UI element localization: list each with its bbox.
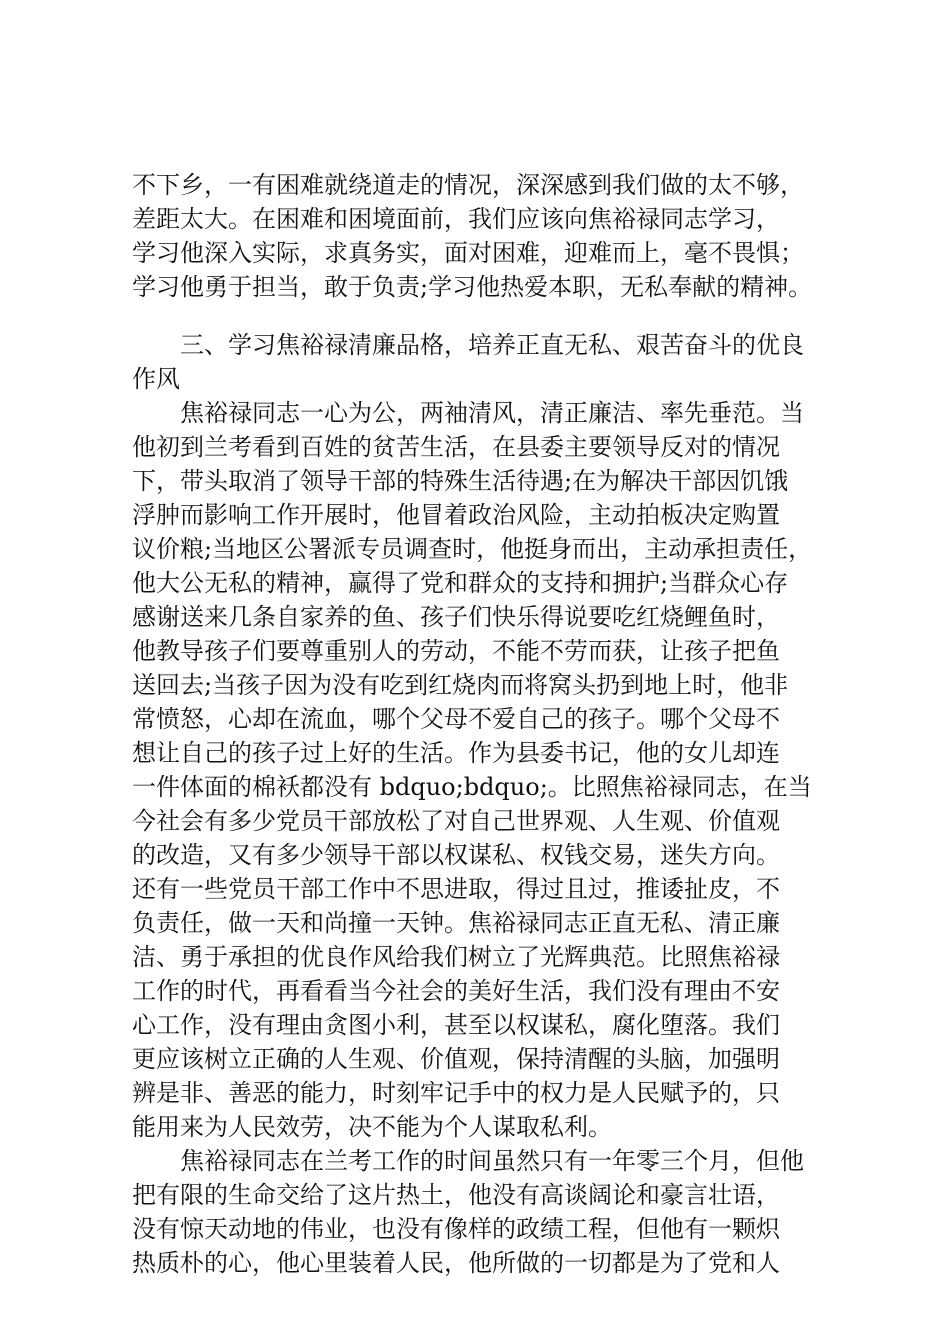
text-line: 工作的时代，再看看当今社会的美好生活，我们没有理由不安 — [132, 977, 780, 1005]
text-line: 常愤怒，心却在流血，哪个父母不爱自己的孩子。哪个父母不 — [132, 705, 780, 733]
heading-line: 作风 — [132, 365, 180, 393]
text-line: 更应该树立正确的人生观、价值观，保持清醒的头脑，加强明 — [132, 1045, 780, 1073]
text-line: 议价粮;当地区公署派专员调查时，他挺身而出，主动承担责任， — [132, 535, 813, 563]
text-line: 学习他勇于担当，敢于负责;学习他热爱本职，无私奉献的精神。 — [132, 273, 813, 301]
text-line: 不下乡，一有困难就绕道走的情况，深深感到我们做的太不够， — [132, 171, 804, 199]
paragraph-2 — [132, 1144, 852, 1280]
text-line: 辨是非、善恶的能力，时刻牢记手中的权力是人民赋予的，只 — [132, 1079, 780, 1107]
text-line: 他大公无私的精神，赢得了党和群众的支持和拥护;当群众心存 — [132, 569, 789, 597]
text-line: 负责任，做一天和尚撞一天钟。焦裕禄同志正直无私、清正廉 — [132, 909, 780, 937]
text-line: 他教导孩子们要尊重别人的劳动，不能不劳而获，让孩子把鱼 — [132, 637, 780, 665]
text-line: 的改造，又有多少领导干部以权谋私、权钱交易，迷失方向。 — [132, 841, 780, 869]
text-line: 他初到兰考看到百姓的贫苦生活，在县委主要领导反对的情况 — [132, 433, 780, 461]
text-line: 感谢送来几条自家养的鱼、孩子们快乐得说要吃红烧鲤鱼时， — [132, 603, 780, 631]
text-line: 焦裕禄同志在兰考工作的时间虽然只有一年零三个月，但他 — [180, 1147, 804, 1175]
text-line: 浮肿而影响工作开展时，他冒着政治风险，主动拍板决定购置 — [132, 501, 780, 529]
heading-line: 三、学习焦裕禄清廉品格，培养正直无私、艰苦奋斗的优良 — [180, 331, 804, 359]
text-line: 能用来为人民效劳，决不能为个人谋取私利。 — [132, 1113, 612, 1141]
text-line: 把有限的生命交给了这片热土，他没有高谈阔论和豪言壮语， — [132, 1181, 780, 1209]
paragraph-continued — [132, 168, 852, 304]
paragraph-1 — [132, 396, 852, 1144]
text-line: 差距太大。在困难和困境面前，我们应该向焦裕禄同志学习， — [132, 205, 780, 233]
text-line: 一件体面的棉袄都没有 bdquo;bdquo;。比照焦裕禄同志，在当 — [132, 773, 812, 801]
text-line: 学习他深入实际，求真务实，面对困难，迎难而上，毫不畏惧； — [132, 239, 804, 267]
text-line: 洁、勇于承担的优良作风给我们树立了光辉典范。比照焦裕禄 — [132, 943, 780, 971]
text-line: 焦裕禄同志一心为公，两袖清风，清正廉洁、率先垂范。当 — [180, 399, 804, 427]
section-heading — [132, 328, 852, 396]
text-line: 心工作，没有理由贪图小利，甚至以权谋私，腐化堕落。我们 — [132, 1011, 780, 1039]
text-line: 还有一些党员干部工作中不思进取，得过且过，推诿扯皮，不 — [132, 875, 780, 903]
text-line: 想让自己的孩子过上好的生活。作为县委书记，他的女儿却连 — [132, 739, 780, 767]
text-line: 下，带头取消了领导干部的特殊生活待遇;在为解决干部因饥饿 — [132, 467, 789, 495]
text-line: 今社会有多少党员干部放松了对自己世界观、人生观、价值观 — [132, 807, 780, 835]
text-line: 没有惊天动地的伟业，也没有像样的政绩工程，但他有一颗炽 — [132, 1215, 780, 1243]
text-line: 热质朴的心，他心里装着人民，他所做的一切都是为了党和人 — [132, 1249, 780, 1277]
text-line: 送回去;当孩子因为没有吃到红烧肉而将窝头扔到地上时，他非 — [132, 671, 789, 699]
